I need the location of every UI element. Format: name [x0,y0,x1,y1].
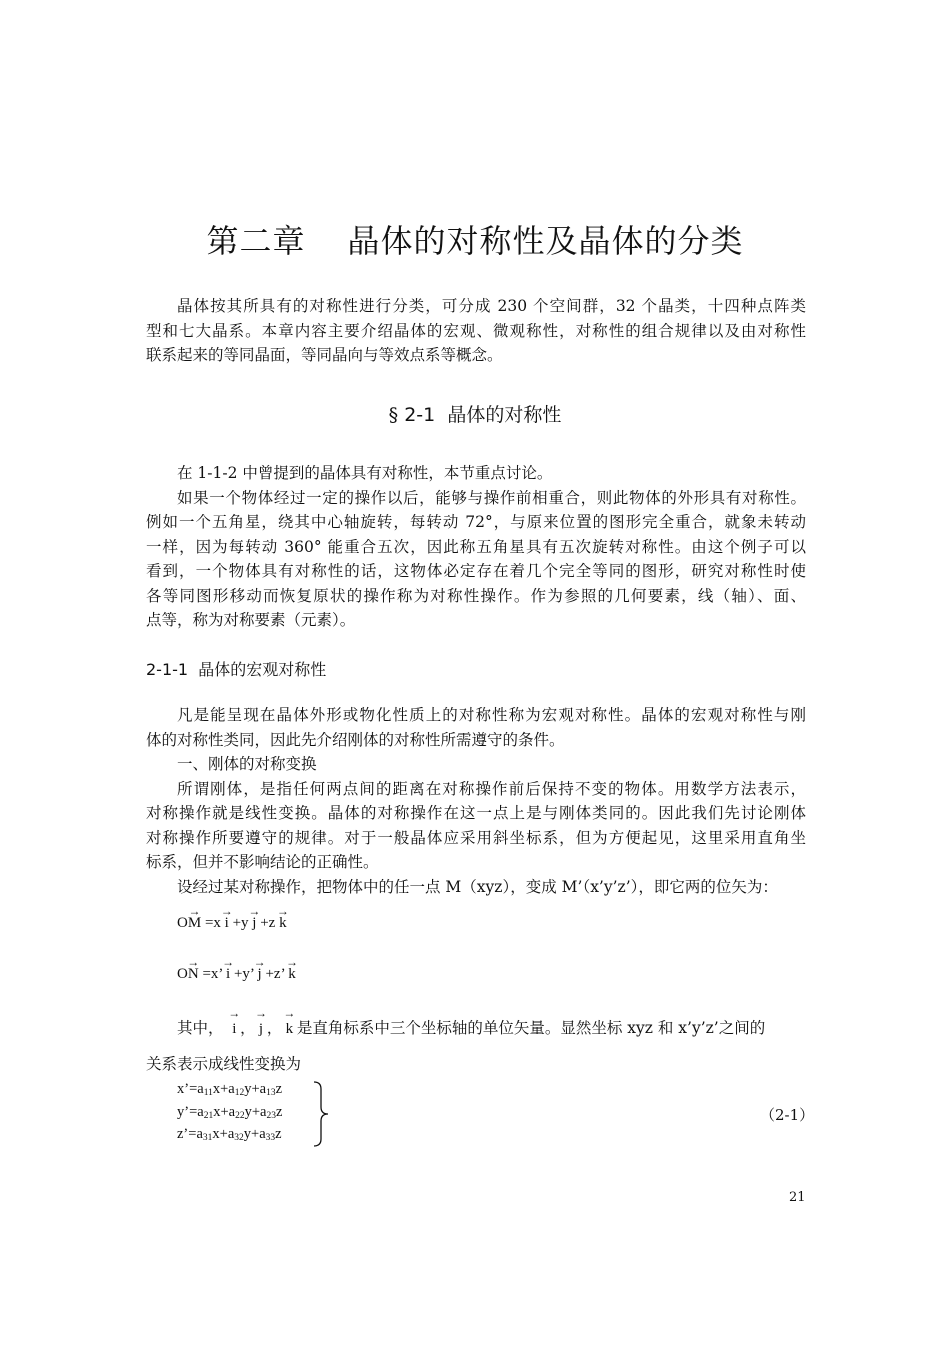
equation-on: O→ N =x’ → i +y’ → j +z’ → k [177,966,296,983]
chapter-title [0,216,950,262]
section-heading [0,400,950,427]
text-line: 标系，但并不影响结论的正确性。 [146,853,379,871]
text-line: 联系起来的等同晶面，等同晶向与等效点系等概念。 [146,346,503,364]
right-brace-icon [312,1080,334,1148]
units-suffix: 是直角标系中三个坐标轴的单位矢量。显然坐标 xyz 和 x’y’z’之间的 [296,1019,766,1037]
equation-number: （2-1） [760,1106,815,1124]
text-line: 型和七大晶系。本章内容主要介绍晶体的宏观、微观称性，对称性的组合规律以及由对称性 [146,321,806,340]
text-line: 如果一个物体经过一定的操作以后，能够与操作前相重合，则此物体的外形具有对称性。 [177,488,806,507]
subsection-heading [146,657,326,680]
macro-paragraph [146,703,806,899]
subsection-number: 2-1-1 [146,660,189,679]
text-line: 看到，一个物体具有对称性的话，这物体必定存在着几个完全等同的图形，研究对称性时使 [146,562,806,580]
intro-paragraph [146,294,806,368]
chapter-number: 第二章 [206,222,306,260]
symmetry-paragraph [146,461,806,633]
linear-system [177,1078,282,1146]
chapter-name: 晶体的对称性及晶体的分类 [347,222,744,260]
units-continuation: 关系表示成线性变换为 [146,1055,302,1073]
equation-y: $y’=a_{21}x+a_{22}y+a_{23}z$ [177,1103,283,1121]
text-line: 例如一个五角星，绕其中心轴旋转，每转动 72°，与原来位置的图形完全重合，就象未转动 [146,513,806,531]
section-title: 晶体的对称性 [447,404,562,426]
text-line: 各等同图形移动而恢复原状的操作称为对称性操作。作为参照的几何要素，线（轴）、面、 [146,586,806,605]
text-line: 设经过某对称操作，把物体中的任一点 M（xyz），变成 M’（x’y’z’），即它两的位矢为： [177,877,778,896]
text-line: 晶体按其所具有的对称性进行分类，可分成 230 个空间群，32 个晶类，十四种点阵类 [177,297,806,315]
subsection-title: 晶体的宏观对称性 [198,660,327,679]
text-line: 在 1-1-2 中曾提到的晶体具有对称性，本节重点讨论。 [177,464,553,482]
section-number: 2-1 [404,404,436,426]
equation-om: O→ M =x → i +y → j +z → k [177,915,287,932]
text-line: 所谓刚体，是指任何两点间的距离在对称操作前后保持不变的物体。用数学方法表示， [177,779,806,798]
units-line [177,1016,765,1042]
text-line: 体的对称性类同，因此先介绍刚体的对称性所需遵守的条件。 [146,730,565,749]
rigid-heading: 一、刚体的对称变换 [177,755,317,773]
text-line: 一样，因为每转动 360° 能重合五次，因此称五角星具有五次旋转对称性。由这个例子可以 [146,537,806,556]
units-prefix: 其中， [177,1019,224,1037]
section-symbol: § [388,404,399,426]
text-line: 对称操作就是线性变换。晶体的对称操作在这一点上是与刚体类同的。因此我们先讨论刚体 [146,804,806,822]
unit-vectors: → i ， → j ， → k [228,1021,296,1037]
equation-x: $x’=a_{11}x+a_{12}y+a_{13}z$ [177,1081,283,1098]
text-line: 点等，称为对称要素（元素）。 [146,611,356,629]
text-line: 对称操作所要遵守的规律。对于一般晶体应采用斜坐标系，但为方便起见，这里采用直角坐 [146,828,806,847]
text-line: 凡是能呈现在晶体外形或物化性质上的对称性称为宏观对称性。晶体的宏观对称性与刚 [177,706,806,724]
equation-z: $z’=a_{31}x+a_{32}y+a_{33}z$ [177,1126,282,1143]
page-number: 21 [789,1190,806,1205]
